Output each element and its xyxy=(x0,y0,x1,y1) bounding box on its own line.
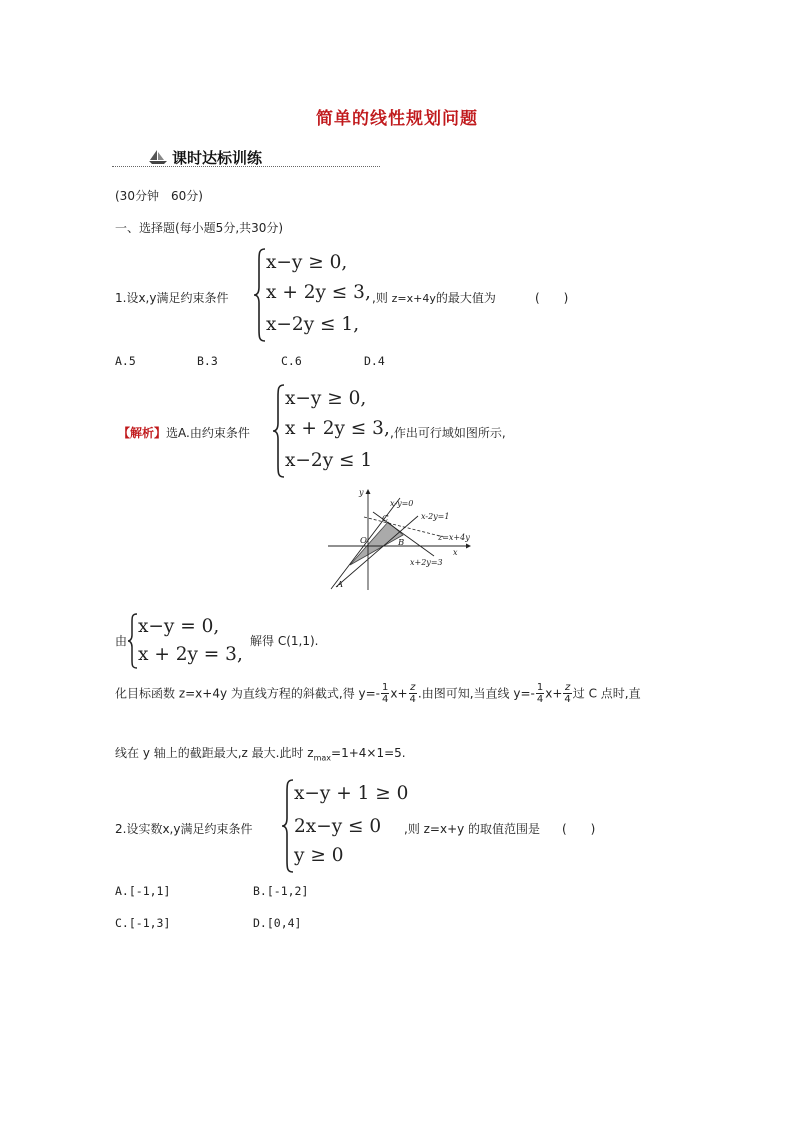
q2-constraint-3: y ≥ 0 xyxy=(294,845,344,866)
q1-constraint-1: x−y ≥ 0, xyxy=(266,252,348,273)
point-label-c: C xyxy=(382,514,389,524)
y-axis-arrow xyxy=(366,489,371,494)
q1-answer-paren: ( ) xyxy=(535,291,569,305)
sailboat-icon xyxy=(148,149,168,165)
q1-option-d: D.4 xyxy=(364,354,385,368)
solve-result: 解得 C(1,1). xyxy=(250,634,319,648)
line4-b: =1+4×1=5. xyxy=(331,746,406,760)
q2-option-d: D.[0,4] xyxy=(253,916,302,930)
solve-prefix: 由 xyxy=(115,634,128,648)
q1-suffix xyxy=(372,289,496,306)
point-label-o: O xyxy=(360,536,367,546)
fraction-z-4-b: $\frac{z}{4}$ xyxy=(564,682,571,705)
line-x-minus-2y xyxy=(336,516,418,587)
label-x-plus-2y: x+2y=3 xyxy=(410,558,443,567)
label-x-minus-y: x-y=0 xyxy=(390,499,414,508)
label-x-minus-2y: x-2y=1 xyxy=(421,512,450,521)
q1-suffix-a: ,则 xyxy=(372,291,392,305)
analysis-line-4 xyxy=(115,744,406,762)
fraction-1-4-b: $\frac{1}{4}$ xyxy=(536,682,544,705)
q2-brace xyxy=(281,778,295,874)
q2-option-a: A.[-1,1] xyxy=(115,884,171,898)
solve-system xyxy=(127,612,257,670)
analysis-constraint-2: x + 2y ≤ 3, xyxy=(285,418,390,439)
q1-constraint-2: x + 2y ≤ 3, xyxy=(266,282,371,303)
line3-e: 过 C 点时,直 xyxy=(572,686,641,701)
q2-constraint-system xyxy=(281,778,421,874)
analysis-text-b: ,作出可行域如图所示, xyxy=(390,426,506,440)
analysis-line-3 xyxy=(115,682,641,705)
section-heading xyxy=(112,146,380,170)
axis-label-y: y xyxy=(359,488,364,497)
line4-sub: max xyxy=(313,753,332,763)
line3-a: 化目标函数 z=x+4y 为直线方程的斜截式,得 y=- xyxy=(115,686,380,701)
point-label-b: B xyxy=(398,538,405,548)
feasible-region-graph xyxy=(326,486,476,592)
line3-d: x+ xyxy=(545,686,563,701)
analysis-constraint-3: x−2y ≤ 1 xyxy=(285,450,373,471)
q2-constraint-1: x−y + 1 ≥ 0 xyxy=(294,783,409,804)
q1-brace xyxy=(253,247,267,343)
fraction-1-4: $\frac{1}{4}$ xyxy=(382,682,389,705)
q1-objective: z=x+4y xyxy=(391,292,436,305)
q1-option-a: A.5 xyxy=(115,354,136,368)
q2-answer-paren: ( ) xyxy=(562,822,596,836)
fraction-z-4: $\frac{z}{4}$ xyxy=(409,682,416,705)
q2-suffix: ,则 z=x+y 的取值范围是 xyxy=(404,822,541,836)
analysis-tag: 【解析】 xyxy=(118,426,167,440)
q2-option-c: C.[-1,3] xyxy=(115,916,171,930)
q2-prefix: 2.设实数x,y满足约束条件 xyxy=(115,822,253,836)
label-objective: z=x+4y xyxy=(438,533,470,542)
analysis-intro xyxy=(118,424,250,441)
line3-b: x+ xyxy=(390,686,408,701)
analysis-text-a: 选A.由约束条件 xyxy=(166,426,250,440)
solve-eq-2: x + 2y = 3, xyxy=(138,644,243,665)
solve-eq-1: x−y = 0, xyxy=(138,616,220,637)
analysis-brace xyxy=(272,383,286,479)
line3-c: .由图可知,当直线 y=- xyxy=(417,686,535,701)
q1-option-c: C.6 xyxy=(281,354,302,368)
point-label-a: A xyxy=(337,580,344,590)
time-score: (30分钟 60分) xyxy=(115,189,203,203)
q1-prefix: 1.设x,y满足约束条件 xyxy=(115,291,229,305)
q1-constraint-3: x−2y ≤ 1, xyxy=(266,314,360,335)
part1-heading: 一、选择题(每小题5分,共30分) xyxy=(115,221,284,235)
q2-option-b: B.[-1,2] xyxy=(253,884,309,898)
q1-suffix-c: 的最大值为 xyxy=(435,291,496,305)
line4-a: 线在 y 轴上的截距最大,z 最大.此时 z xyxy=(115,746,314,760)
analysis-constraint-system xyxy=(272,383,402,479)
section-heading-label: 课时达标训练 xyxy=(172,149,263,167)
page-title: 简单的线性规划问题 xyxy=(316,109,478,129)
analysis-constraint-1: x−y ≥ 0, xyxy=(285,388,367,409)
q1-option-b: B.3 xyxy=(197,354,218,368)
axis-label-x: x xyxy=(453,548,458,557)
q2-constraint-2: 2x−y ≤ 0 xyxy=(294,816,382,837)
x-axis-arrow xyxy=(466,544,471,549)
